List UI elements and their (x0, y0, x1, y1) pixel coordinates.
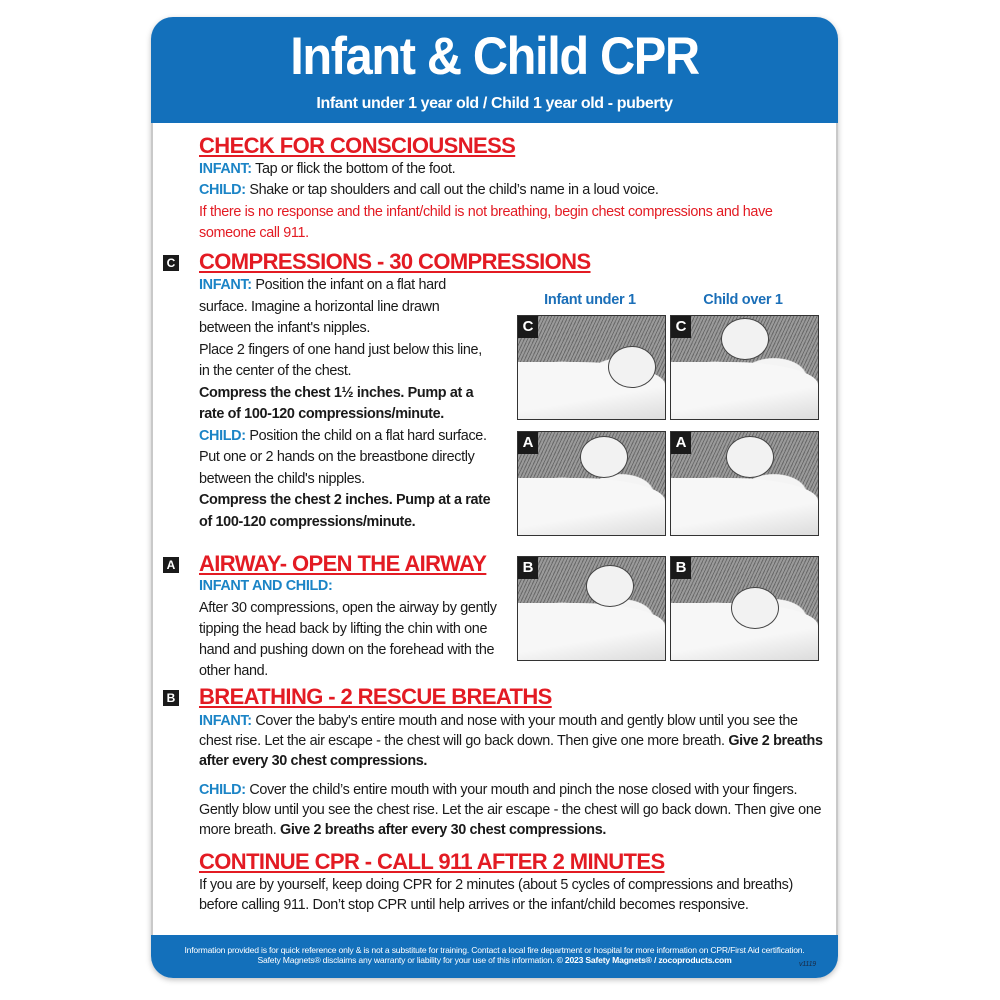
rescuer-head-shape (580, 436, 628, 478)
airway-text: After 30 compressions, open the airway by gently tipping the head back by lifting the chin with one hand and pushing down on the forehead with the other hand. (199, 600, 497, 679)
check-infant-text: INFANT: Tap or flick the bottom of the foot. (199, 161, 456, 177)
check-warning: If there is no response and the infant/child is not breathing, begin chest compressions and have someone call 911. (199, 204, 773, 241)
continue-text: If you are by yourself, keep doing CPR for 2 minutes (about 5 cycles of compressions and breaths) before calling 911. Don’t stop CPR until help arrives or the infant/child becomes responsive. (199, 877, 793, 913)
infant-label: INFANT: (199, 161, 252, 177)
child-head-shape (721, 318, 769, 360)
infant-label: INFANT: (199, 713, 252, 729)
breathing-heading: BREATHING - 2 RESCUE BREATHS (199, 684, 552, 709)
compressions-heading: COMPRESSIONS - 30 COMPRESSIONS (199, 249, 591, 274)
rescuer-head-shape (726, 436, 774, 478)
child-label: CHILD: (199, 782, 246, 798)
cpr-card (151, 17, 838, 978)
airway-heading: AIRWAY- OPEN THE AIRWAY (199, 551, 487, 576)
footer-disclaimer (151, 935, 838, 978)
infant-column-heading: Infant under 1 (544, 292, 636, 308)
illustration-child-breathing: B (670, 556, 819, 661)
airway-label: INFANT AND CHILD: (199, 578, 333, 594)
continue-heading: CONTINUE CPR - CALL 911 AFTER 2 MINUTES (199, 849, 665, 874)
badge-b: B (163, 690, 179, 706)
child-column-heading: Child over 1 (703, 292, 783, 308)
footer-line-1: Information provided is for quick reference only & is not a substitute for training. Contact a local fire department or hospital for more information on CPR/First Aid certification. (184, 945, 805, 955)
footer-line-2: Safety Magnets® disclaims any warranty or liability for your use of this information. © 2023 Safety Magnets® / zocoproducts.com (257, 955, 732, 965)
version-code: v1119 (798, 961, 816, 968)
infant-head-shape (608, 346, 656, 388)
illustration-infant-breathing: B (517, 556, 666, 661)
badge-a: A (163, 557, 179, 573)
illustration-infant-compressions: C (517, 315, 666, 420)
check-child-text: CHILD: Shake or tap shoulders and call out the child’s name in a loud voice. (199, 182, 659, 198)
page-title: Infant & Child CPR (290, 27, 699, 86)
illustration-child-airway: A (670, 431, 819, 536)
header-banner (151, 17, 838, 123)
copyright: © 2023 Safety Magnets® / zocoproducts.com (556, 955, 732, 965)
illustration-infant-airway: A (517, 431, 666, 536)
illustration-child-compressions: C (670, 315, 819, 420)
compressions-infant-text: INFANT: Position the infant on a flat hard surface. Imagine a horizontal line drawn between the infant's nipples. Place 2 fingers of one hand just below this line, in the center of the chest. Compress the chest 1½ inches. Pump at a rate of 100-120 compressions/minute. CHILD: Position the child on a flat hard surface. Put one or 2 hands on the breastbone directly between the child's nipples. Compress the chest 2 inches. Pump at a rate of 100-120 compressions/minute. (199, 277, 491, 530)
breathing-infant-text: INFANT: Cover the baby's entire mouth and nose with your mouth and gently blow until you see the chest rise. Let the air escape - the chest will go back down. Then give one more breath. Give 2 breaths after every 30 chest compressions. (199, 713, 823, 769)
badge-c: C (163, 255, 179, 271)
page-subtitle: Infant under 1 year old / Child 1 year old - puberty (316, 95, 673, 112)
rescuer-head-shape (586, 565, 634, 607)
infant-label: INFANT: (199, 277, 252, 293)
rescuer-head-shape (731, 587, 779, 629)
breathing-child-text: CHILD: Cover the child’s entire mouth with your mouth and pinch the nose closed with your fingers. Gently blow until you see the chest rise. Let the air escape - the chest will go back down. Then give one more breath. Give 2 breaths after every 30 chest compressions. (199, 782, 822, 838)
child-label: CHILD: (199, 182, 246, 198)
check-consciousness-heading: CHECK FOR CONSCIOUSNESS (199, 133, 516, 158)
child-label: CHILD: (199, 427, 246, 444)
